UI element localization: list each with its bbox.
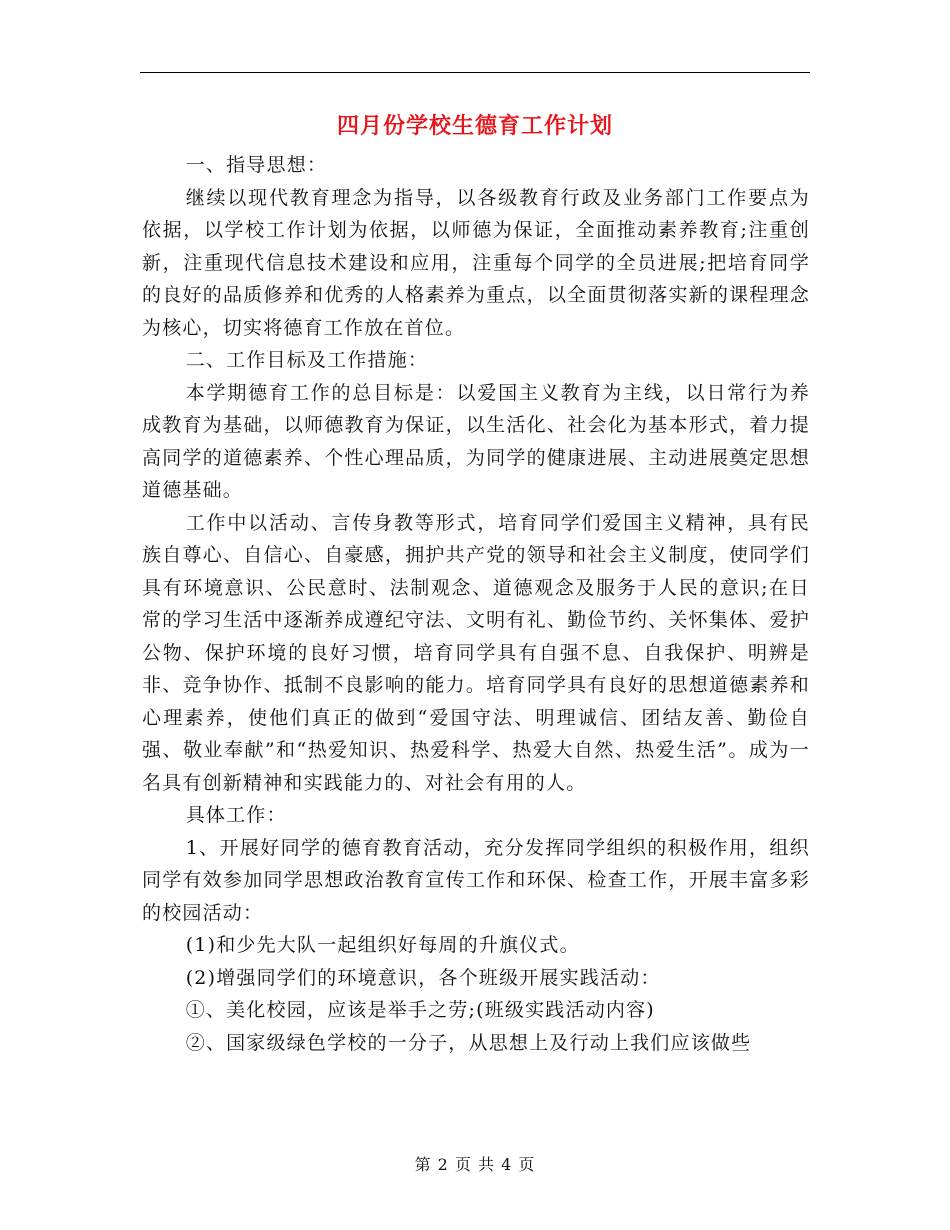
section-heading-specific-work: 具体工作： (185, 804, 287, 826)
list-item: ②、国家级绿色学校的一分子，从思想上及行动上我们应该做些 (185, 1031, 752, 1054)
paragraph: 继续以现代教育理念为指导，以各级教育行政及业务部门工作要点为依据，以学校工作计划为依据，以师德为保证，全面推动素养教育;注重创新，注重现代信息技术建设和应用，注重每个同学的全员进展;把培育同学的良好的品质修养和优秀的人格素养为重点，以全面贯彻落实新的课程理念为核心，切实将德育工作放在首位。 (142, 186, 810, 339)
list-item: (2)增强同学们的环境意识，各个班级开展实践活动： (185, 966, 661, 989)
section-heading-goals-measures: 二、工作目标及工作措施： (185, 349, 429, 371)
document-title: 四月份学校生德育工作计划 (336, 113, 613, 139)
paragraph: 工作中以活动、言传身教等形式，培育同学们爱国主义精神，具有民族自尊心、自信心、自豪感，拥护共产党的领导和社会主义制度，使同学们具有环境意识、公民意时、法制观念、道德观念及服务于人民的意识;在日常的学习生活中逐渐养成遵纪守法、文明有礼、勤俭节约、关怀集体、爱护公物、保护环境的良好习惯，培育同学具有自强不息、自我保护、明辨是非、竞争协作、抵制不良影响的能力。培育同学具有良好的思想道德素养和心理素养，使他们真正的做到“爱国守法、明理诚信、团结友善、勤俭自强、敬业奉献”和“热爱知识、热爱科学、热爱大自然、热爱生活”。成为一名具有创新精神和实践能力的、对社会有用的人。 (142, 511, 810, 794)
page-number-footer: 第 2 页 共 4 页 (414, 1155, 536, 1174)
list-item: (1)和少先大队一起组织好每周的升旗仪式。 (185, 934, 580, 956)
paragraph: 本学期德育工作的总目标是：以爱国主义教育为主线，以日常行为养成教育为基础，以师德教育为保证，以生活化、社会化为基本形式，着力提高同学的道德素养、个性心理品质，为同学的健康进展、主动进展奠定思想道德基础。 (142, 381, 810, 501)
paragraph: 1、开展好同学的德育教育活动，充分发挥同学组织的积极作用，组织同学有效参加同学思想政治教育宣传工作和环保、检查工作，开展丰富多彩的校园活动： (142, 836, 810, 924)
document-body (142, 149, 810, 1059)
list-item: ①、美化校园，应该是举手之劳;(班级实践活动内容) (185, 999, 655, 1021)
header-rule (140, 72, 810, 73)
section-heading-guiding-ideology: 一、指导思想： (185, 154, 328, 176)
